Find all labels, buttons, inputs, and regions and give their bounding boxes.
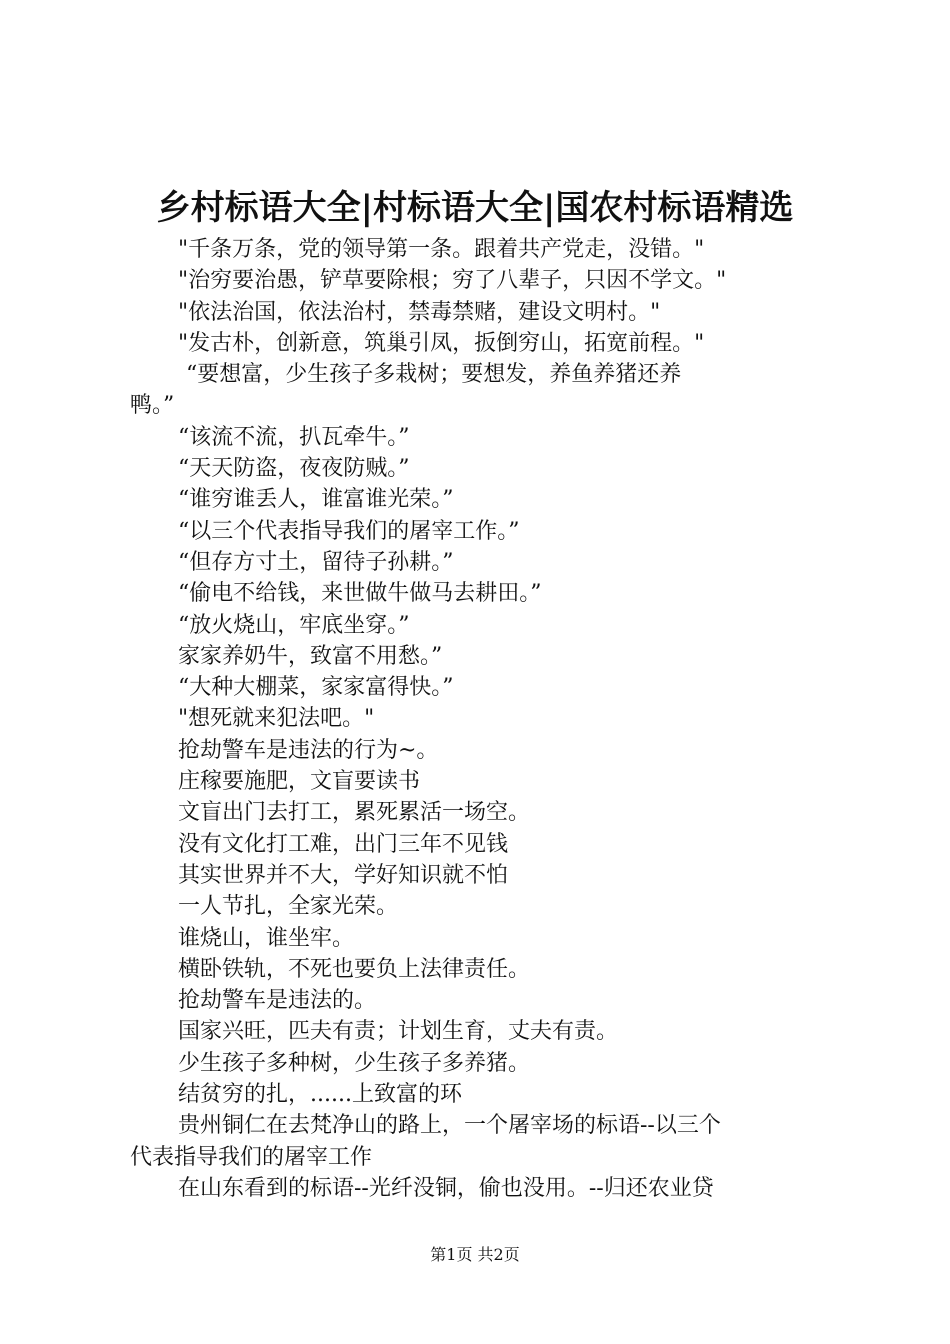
text-line: 庄稼要施肥，文盲要读书: [178, 769, 421, 795]
text-line: 文盲出门去打工，累死累活一场空。: [178, 800, 531, 826]
text-line: 结贫穷的扎，......上致富的环: [178, 1082, 462, 1108]
text-line: "依法治国，依法治村，禁毒禁赌，建设文明村。": [178, 299, 661, 325]
text-line: 没有文化打工难，出门三年不见钱: [178, 831, 509, 857]
text-line: “天天防盗，夜夜防贼。”: [178, 456, 410, 482]
text-line: “偷电不给钱，来世做牛做马去耕田。”: [178, 581, 542, 607]
text-line: “谁穷谁丢人，谁富谁光荣。”: [178, 487, 454, 513]
page-footer: 第1页 共2页: [430, 1245, 520, 1264]
text-line: 代表指导我们的屠宰工作: [130, 1144, 373, 1170]
text-line: “该流不流，扒瓦牵牛。”: [178, 424, 410, 450]
text-line: 贵州铜仁在去梵净山的路上，一个屠宰场的标语--以三个: [178, 1113, 721, 1139]
text-line: 在山东看到的标语--光纤没铜，偷也没用。--归还农业贷: [178, 1175, 714, 1201]
text-line: “要想富，少生孩子多栽树；要想发，养鱼养猪还养: [186, 362, 682, 388]
text-line: 抢劫警车是违法的行为~。: [178, 737, 439, 763]
text-line: "千条万条，党的领导第一条。跟着共产党走，没错。": [178, 237, 705, 262]
text-line: 抢劫警车是违法的。: [178, 988, 377, 1014]
document-title: 乡村标语大全|村标语大全|国农村标语精选: [156, 188, 794, 228]
text-line: “以三个代表指导我们的屠宰工作。”: [178, 518, 520, 544]
text-line: “放火烧山，牢底坐穿。”: [178, 612, 410, 638]
text-line: 鸭。”: [130, 393, 175, 419]
text-line: “但存方寸土，留待子孙耕。”: [178, 549, 454, 575]
text-line: 国家兴旺，匹夫有责；计划生育，丈夫有责。: [178, 1019, 619, 1045]
text-line: 横卧铁轨，不死也要负上法律责任。: [178, 956, 531, 982]
text-line: 少生孩子多种树，少生孩子多养猪。: [178, 1050, 531, 1076]
text-line: 谁烧山，谁坐牢。: [178, 925, 355, 951]
document-body: [130, 234, 830, 1204]
text-line: "想死就来犯法吧。": [178, 706, 375, 732]
text-line: 一人节扎，全家光荣。: [178, 894, 399, 920]
text-line: “大种大棚菜，家家富得快。”: [178, 675, 454, 701]
text-line: 家家养奶牛，致富不用愁。”: [178, 643, 443, 669]
text-line: 其实世界并不大，学好知识就不怕: [178, 862, 509, 888]
text-line: "治穷要治愚，铲草要除根；穷了八辈子，只因不学文。": [178, 268, 727, 294]
text-line: "发古朴，创新意，筑巢引凤，扳倒穷山，拓宽前程。": [178, 330, 705, 356]
